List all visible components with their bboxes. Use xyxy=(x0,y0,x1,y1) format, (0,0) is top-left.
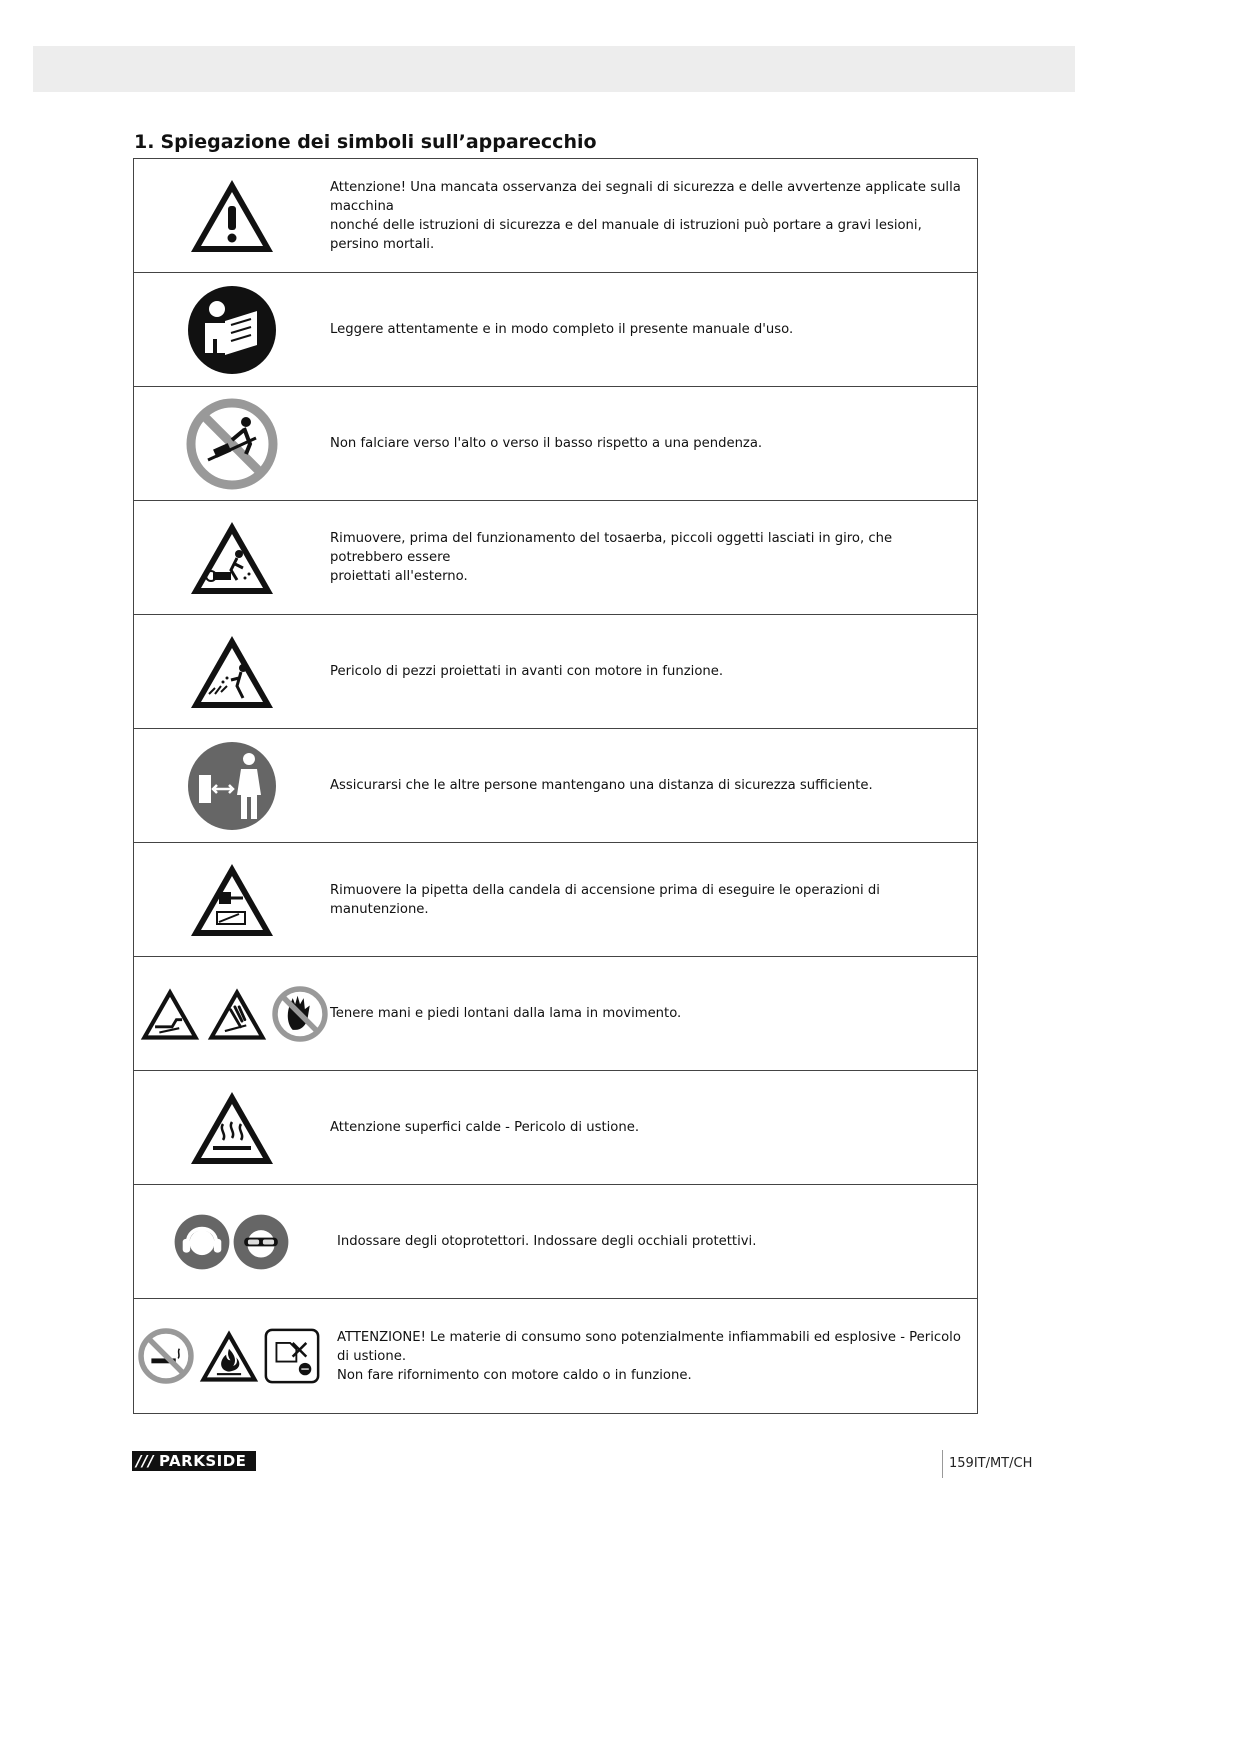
projectile-warning-icon xyxy=(187,632,277,712)
symbol-description: Indossare degli otoprotettori. Indossare degli occhiali protettivi. xyxy=(337,1234,757,1249)
symbols-table xyxy=(133,158,978,1414)
symbol-row xyxy=(134,615,977,729)
symbol-icons xyxy=(134,1299,329,1413)
no-refuel-hot-engine-icon xyxy=(264,1328,320,1384)
safety-distance-icon xyxy=(187,741,277,831)
symbol-description: Pericolo di pezzi proiettati in avanti con motore in funzione. xyxy=(330,664,724,679)
symbol-description: Non falciare verso l'alto o verso il basso rispetto a una pendenza. xyxy=(330,436,763,451)
symbol-row xyxy=(134,387,977,501)
page-number: 159IT/MT/CH xyxy=(942,1450,1032,1478)
symbol-description: Assicurarsi che le altre persone mantengano una distanza di sicurezza sufficiente. xyxy=(330,778,873,793)
symbol-description: Rimuovere, prima del funzionamento del tosaerba, piccoli oggetti lasciati in giro, che potrebbero essere proiettati all'esterno. xyxy=(330,531,893,584)
symbol-row xyxy=(134,1299,977,1414)
header-band xyxy=(33,46,1075,92)
symbol-row xyxy=(134,1071,977,1185)
eye-protection-icon xyxy=(233,1214,289,1270)
symbol-icons xyxy=(134,387,329,500)
hot-surface-warning-icon xyxy=(187,1088,277,1168)
symbol-icons xyxy=(134,1185,329,1298)
logo-brand: PARKSIDE xyxy=(158,1452,247,1470)
hand-blade-warning-icon xyxy=(205,985,269,1043)
symbol-icons xyxy=(134,501,329,614)
no-smoking-icon xyxy=(138,1328,194,1384)
foot-blade-warning-icon xyxy=(138,985,202,1043)
section-title xyxy=(134,131,597,153)
section-title-text: Spiegazione dei simboli sull’apparecchio xyxy=(160,131,597,153)
symbol-icons xyxy=(134,273,329,386)
symbol-description: Rimuovere la pipetta della candela di accensione prima di eseguire le operazioni di manutenzione. xyxy=(330,882,880,917)
symbol-description: Tenere mani e piedi lontani dalla lama in movimento. xyxy=(330,1006,682,1021)
symbol-row xyxy=(134,957,977,1071)
symbol-row xyxy=(134,273,977,387)
no-hands-icon xyxy=(272,986,328,1042)
symbol-icons xyxy=(134,1071,329,1184)
no-slope-mowing-icon xyxy=(186,398,278,490)
symbol-row xyxy=(134,729,977,843)
parkside-logo xyxy=(132,1451,256,1471)
remove-objects-warning-icon xyxy=(187,518,277,598)
symbol-row xyxy=(134,159,977,273)
symbol-description: ATTENZIONE! Le materie di consumo sono potenzialmente infiammabili ed esplosive - Pericolo di ustione. Non fare rifornimento con motore caldo o in funzione. xyxy=(337,1329,961,1383)
symbol-description: Attenzione superfici calde - Pericolo di ustione. xyxy=(330,1120,640,1135)
flammable-warning-icon xyxy=(197,1327,261,1385)
symbol-icons xyxy=(134,159,329,272)
symbol-row xyxy=(134,501,977,615)
symbol-row xyxy=(134,1185,977,1299)
symbol-icons xyxy=(134,843,329,956)
logo-slashes: /// xyxy=(136,1452,154,1470)
spark-plug-warning-icon xyxy=(187,860,277,940)
symbol-row xyxy=(134,843,977,957)
symbol-icons xyxy=(134,957,329,1070)
read-manual-icon xyxy=(187,285,277,375)
symbol-icons xyxy=(134,729,329,842)
warning-exclamation-icon xyxy=(187,176,277,256)
ear-protection-icon xyxy=(174,1214,230,1270)
symbol-description: Attenzione! Una mancata osservanza dei segnali di sicurezza e delle avvertenze applicate sulla macchina nonché delle istruzioni di sicurezza e del manuale di istruzioni può portare a gravi lesioni, persino mortali. xyxy=(330,179,961,252)
symbol-icons xyxy=(134,615,329,728)
section-number: 1. xyxy=(134,131,155,153)
symbol-description: Leggere attentamente e in modo completo il presente manuale d'uso. xyxy=(330,322,794,337)
